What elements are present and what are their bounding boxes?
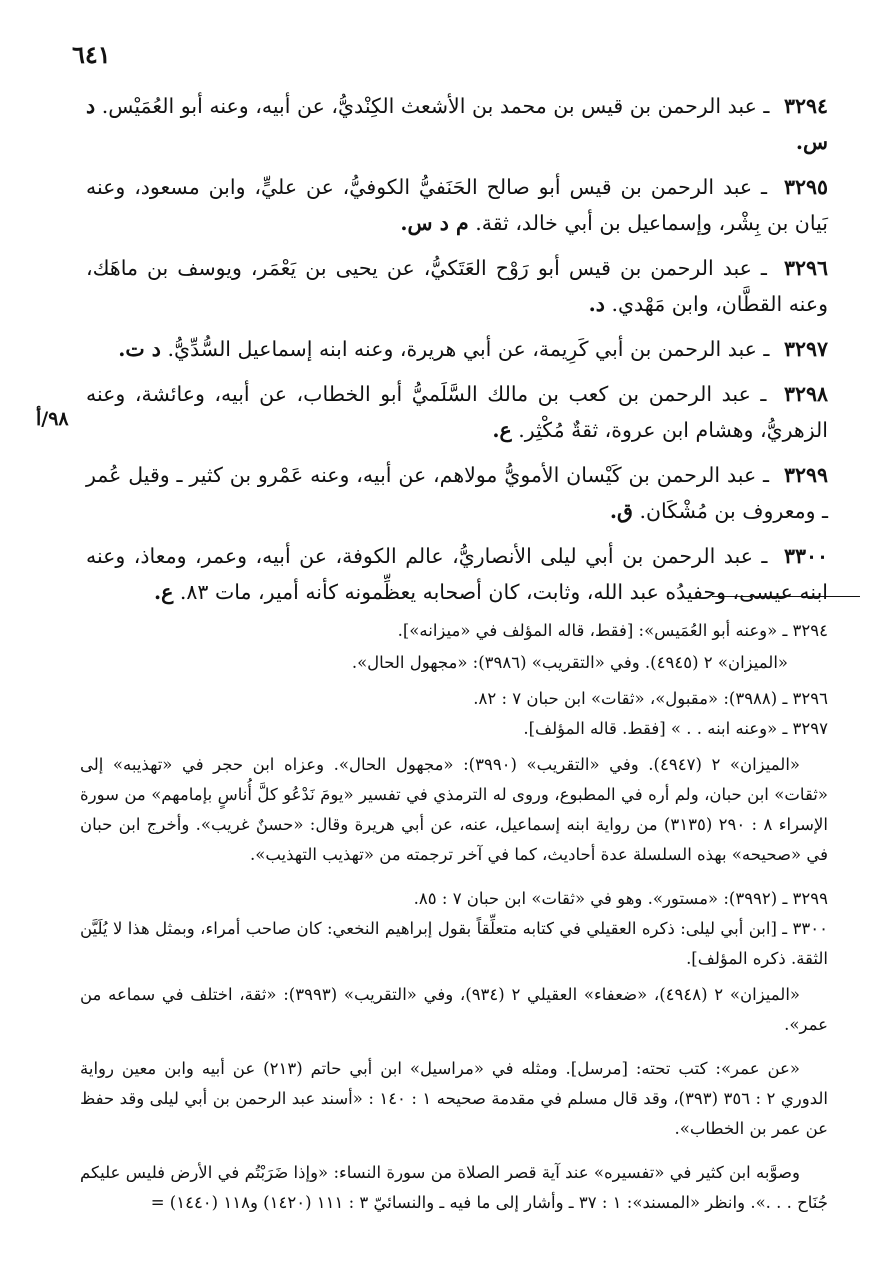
entry-number: ٣٢٩٥ (783, 175, 828, 199)
entry-text: ـ عبد الرحمن بن أبي كَرِيمة، عن أبي هريرة، وعنه ابنه إسماعيل السُّدِّيُّ. (167, 337, 770, 361)
note-3299: ٣٢٩٩ ـ (٣٩٩٢): «مستور». وهو في «ثقات» ابن حبان ٧ : ٨٥. (413, 889, 828, 908)
entry-3299 (86, 457, 828, 529)
entry-text: ـ عبد الرحمن بن كَيْسان الأمويُّ مولاهم، عن أبيه، وعنه عَمْرو بن كثير ـ وقيل عُمر ـ ومعروف بن مُشْكَان. (86, 463, 828, 523)
entry-code: م د س. (400, 211, 469, 235)
entries-list (86, 88, 828, 619)
page-number: ٦٤١ (72, 40, 111, 69)
note-3297-heading: ٣٢٩٧ ـ «وعنه ابنه . . » [فقط. قاله المؤلف]. (523, 719, 828, 738)
entry-text: ـ عبد الرحمن بن أبي ليلى الأنصاريُّ، عالم الكوفة، عن أبيه، وعمر، ومعاذ، وعنه ابنه عيسى، وحفيدُه عبد الله، وثابت، كان أصحابه يعظِّمونه كأنه أمير، مات ٨٣. (86, 544, 828, 604)
entry-3297 (86, 331, 828, 367)
entry-3294 (86, 88, 828, 160)
entry-text: ـ عبد الرحمن بن قيس أبو رَوْح العَتَكيُّ، عن يحيى بن يَعْمَر، ويوسف بن ماهَك، وعنه القطَّان، وابن مَهْدي. (86, 256, 828, 316)
note-3294-source: «الميزان» ٢ (٤٩٤٥). وفي «التقريب» (٣٩٨٦): «مجهول الحال». (351, 653, 788, 672)
manuscript-folio-note: ٩٨/أ (36, 408, 69, 430)
note-3297-body: «الميزان» ٢ (٤٩٤٧). وفي «التقريب» (٣٩٩٠): «مجهول الحال». وعزاه ابن حجر في «تهذيبه» إلى «ثقات» ابن حبان، ولم أره في المطبوع، وروى له الترمذي في تفسير «يومَ نَدْعُو كلَّ أُناسٍ بإمامهم» من سورة الإسراء ٨ : ٢٩٠ (٣١٣٥) من رواية ابنه إسماعيل، عنه، عن أبي هريرة وقال: «حسنٌ غريب». وأخرج ابن حبان في «صحيحه» بهذه السلسلة عدة أحاديث، كما في آخر ترجمته من «تهذيب التهذيب». (80, 755, 828, 864)
footnotes (80, 616, 828, 1232)
note-3300-on-umar: «عن عمر»: كتب تحته: [مرسل]. ومثله في «مراسيل» ابن أبي حاتم (٢١٣) عن أبيه وابن معين رواية الدوري ٢ : ٣٥٦ (٣٩٣)، وقد قال مسلم في مقدمة صحيحه ١ : ١٤٠ : «أسند عبد الرحمن بن أبي ليلى وقد حفظ عن عمر بن الخطاب». (80, 1059, 829, 1138)
entry-3300 (86, 538, 828, 610)
footnote-divider (712, 596, 860, 597)
entry-number: ٣٢٩٤ (783, 94, 828, 118)
entry-3296 (86, 250, 828, 322)
entry-text: ـ عبد الرحمن بن كعب بن مالك السَّلَميُّ أبو الخطاب، عن أبيه، وعائشة، وعنه الزهريُّ، وهشام ابن عروة، ثقةٌ مُكْثِر. (86, 382, 828, 442)
entry-text: ـ عبد الرحمن بن قيس بن محمد بن الأشعث الكِنْديُّ، عن أبيه، وعنه أبو العُمَيْس. (101, 94, 770, 118)
entry-number: ٣٢٩٦ (783, 256, 828, 280)
entry-number: ٣٢٩٨ (783, 382, 828, 406)
note-3300-heading: ٣٣٠٠ ـ [ابن أبي ليلى: ذكره العقيلي في كتابه متعلِّقاً بقول إبراهيم النخعي: كان صاحب أمراء، وبمثل هذا لا يُلَيَّن الثقة. ذكره المؤلف]. (80, 919, 828, 968)
entry-code: د ت. (118, 337, 161, 361)
entry-code: ع. (492, 418, 512, 442)
note-3300-ibn-kathir: وصوَّبه ابن كثير في «تفسيره» عند آية قصر الصلاة من سورة النساء: «وإذا ضَرَبْتُم في الأرض فليس عليكم جُنَاح . . .». وانظر «المسند»: ١ : ٣٧ ـ وأشار إلى ما فيه ـ والنسائيّ ٣ : ١١١ (١٤٢٠) و١١٨ (١٤٤٠) = (80, 1163, 828, 1212)
entry-number: ٣٣٠٠ (783, 544, 828, 568)
entry-number: ٣٢٩٧ (783, 337, 828, 361)
entry-3295 (86, 169, 828, 241)
entry-code: د. (588, 292, 605, 316)
entry-number: ٣٢٩٩ (783, 463, 828, 487)
entry-text: ـ عبد الرحمن بن قيس أبو صالح الحَنَفيُّ الكوفيُّ، عن عليٍّ، وابن مسعود، وعنه بَيان بن بِشْر، وإسماعيل بن أبي خالد، ثقة. (86, 175, 828, 235)
entry-3298 (86, 376, 828, 448)
entry-code: ق. (609, 499, 633, 523)
note-3294-heading: ٣٢٩٤ ـ «وعنه أبو العُمَيس»: [فقط، قاله المؤلف في «ميزانه»]. (397, 621, 828, 640)
note-3300-sources: «الميزان» ٢ (٤٩٤٨)، «ضعفاء» العقيلي ٢ (٩٣٤)، وفي «التقريب» (٣٩٩٣): «ثقة، اختلف في سماعه من عمر». (80, 985, 828, 1034)
entry-code: د س. (86, 94, 828, 154)
note-3296: ٣٢٩٦ ـ (٣٩٨٨): «مقبول»، «ثقات» ابن حبان ٧ : ٨٢. (473, 689, 828, 708)
entry-code: ع. (153, 580, 174, 604)
